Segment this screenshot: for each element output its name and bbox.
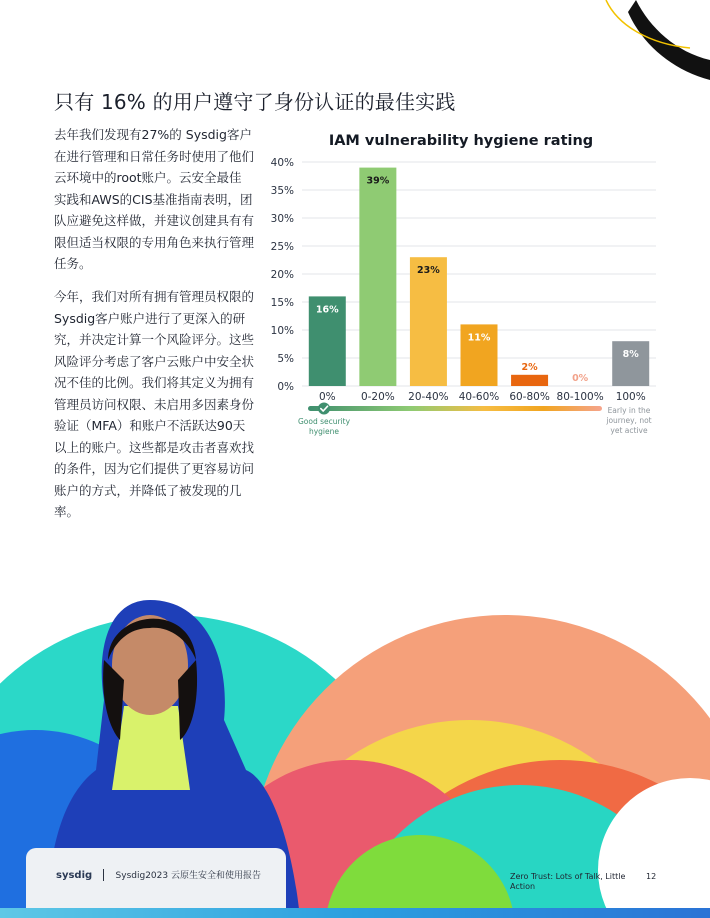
footer-divider (103, 869, 104, 881)
y-tick-label: 40% (270, 157, 294, 169)
bar-value-label: 39% (366, 175, 390, 187)
detail-paragraph: 今年，我们对所有拥有管理员权限的 Sysdig客户账户进行了更深入的研究，并决定计算一个风险评分。这些风险评分考虑了客户云账户中安全状况不佳的比例。我们将其定义为拥有管理员访问权限、未启用多因素身份验证（MFA）和账户不活跃达90天以上的账户。这些都是攻击者喜欢找的条件，因为它们提供了更容易访问账户的方式，并降低了被发现的几率。 (54, 289, 255, 519)
bar (359, 168, 396, 386)
intro-paragraph: 去年我们发现有27%的 Sysdig客户在进行管理和日常任务时使用了他们云环境中的root账户。云安全最佳实践和AWS的CIS基准指南表明，团队应避免这样做，并建议创建具有有限但适当权限的专用角色来执行管理任务。 (54, 127, 255, 271)
x-tick-label: 0% (318, 391, 336, 403)
section-title: Zero Trust: Lots of Talk, Little Action (510, 872, 626, 891)
x-tick-label: 20-40% (408, 391, 449, 403)
y-tick-label: 0% (277, 381, 294, 393)
x-tick-label: 60-80% (509, 391, 550, 403)
y-tick-label: 5% (277, 353, 294, 365)
page-title: 只有 16% 的用户遵守了身份认证的最佳实践 (54, 90, 456, 114)
y-tick-label: 35% (270, 185, 294, 197)
page-number: 12 (646, 872, 657, 881)
bar-value-label: 2% (521, 361, 538, 373)
y-tick-label: 15% (270, 297, 294, 309)
x-tick-label: 0-20% (360, 391, 395, 403)
scale-left-label: Good security hygiene (297, 417, 351, 436)
y-tick-label: 20% (270, 269, 294, 281)
bar-value-label: 23% (417, 265, 440, 277)
bar-value-label: 11% (467, 332, 491, 344)
scale-gradient-bar (308, 406, 602, 411)
bar-value-label: 16% (315, 304, 339, 316)
bar-value-label: 8% (622, 349, 639, 361)
x-tick-label: 100% (615, 391, 646, 403)
y-tick-label: 25% (270, 241, 294, 253)
hygiene-scale (298, 403, 652, 437)
bar (410, 257, 447, 386)
bar (612, 341, 649, 386)
y-axis-ticks (271, 157, 294, 393)
report-title: Sysdig2023 云原生安全和使用报告 (115, 871, 261, 881)
chart-title: IAM vulnerability hygiene rating (328, 133, 594, 149)
iam-hygiene-bar-chart (264, 124, 676, 454)
x-tick-label: 80-100% (556, 391, 604, 403)
bars (309, 168, 649, 386)
bar-value-label: 0% (572, 373, 589, 384)
sysdig-logo: sysdig (56, 870, 93, 881)
check-icon (318, 403, 330, 415)
bar (511, 375, 548, 386)
footer-brand (56, 868, 261, 881)
y-tick-label: 30% (270, 213, 294, 225)
y-tick-label: 10% (270, 325, 294, 337)
scale-right-label: Early in the journey, not yet active (606, 406, 652, 435)
x-tick-label: 40-60% (458, 391, 500, 403)
x-axis-ticks (319, 391, 646, 403)
